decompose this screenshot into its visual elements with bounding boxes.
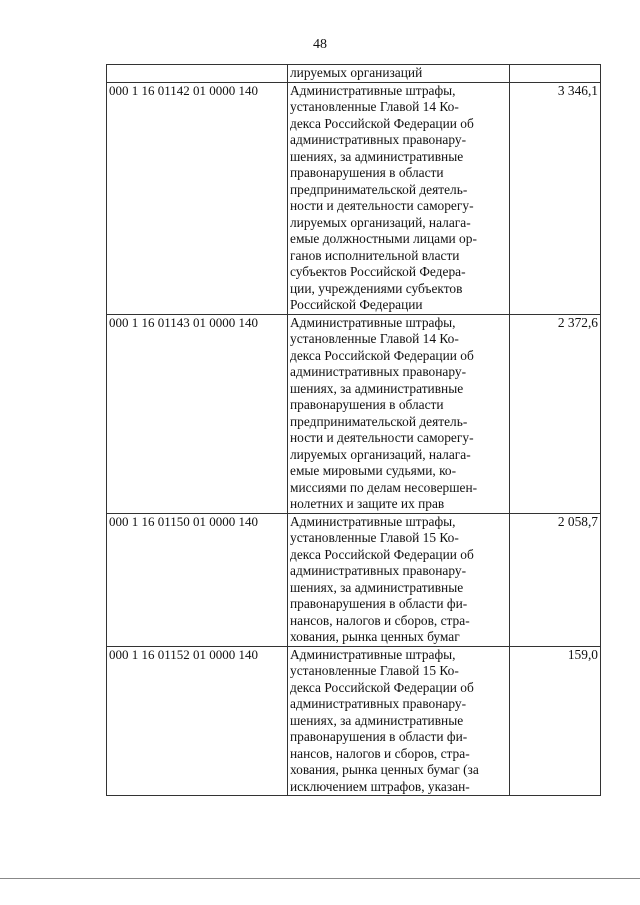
table-row [107, 646, 601, 796]
budget-table [106, 64, 601, 796]
table-row [107, 82, 601, 314]
row-code: 000 1 16 01150 01 0000 140 [107, 513, 288, 646]
table-row [107, 314, 601, 513]
row-amount [510, 65, 601, 83]
table-row [107, 65, 601, 83]
row-amount: 3 346,1 [510, 82, 601, 314]
row-name: Административные штрафы, установленные Главой 14 Ко- декса Российской Федерации об административных правонару- шениях, за административные правонарушения в области предпринимательской деятель- ности и деятельности саморегу- лируемых организаций, налага- емые должностными лицами ор- ганов исполнительной власти субъектов Российской Федера- ции, учреждениями субъектов Российской Федерации [288, 82, 510, 314]
row-code: 000 1 16 01152 01 0000 140 [107, 646, 288, 796]
row-amount: 2 372,6 [510, 314, 601, 513]
row-name: Административные штрафы, установленные Главой 15 Ко- декса Российской Федерации об административных правонару- шениях, за административные правонарушения в области фи- нансов, налогов и сборов, стра- хования, рынка ценных бумаг (за исключением штрафов, указан- [288, 646, 510, 796]
row-name: Административные штрафы, установленные Главой 15 Ко- декса Российской Федерации об административных правонару- шениях, за административные правонарушения в области фи- нансов, налогов и сборов, стра- хования, рынка ценных бумаг [288, 513, 510, 646]
row-amount: 159,0 [510, 646, 601, 796]
row-name: Административные штрафы, установленные Главой 14 Ко- декса Российской Федерации об административных правонару- шениях, за административные правонарушения в области предпринимательской деятель- ности и деятельности саморегу- лируемых организаций, налага- емые мировыми судьями, ко- миссиями по делам несовершен- нолетних и защите их прав [288, 314, 510, 513]
page-number: 48 [313, 37, 327, 52]
table-row [107, 513, 601, 646]
row-code: 000 1 16 01142 01 0000 140 [107, 82, 288, 314]
row-amount: 2 058,7 [510, 513, 601, 646]
row-name: лируемых организаций [288, 65, 510, 83]
row-code [107, 65, 288, 83]
row-code: 000 1 16 01143 01 0000 140 [107, 314, 288, 513]
footer-divider [0, 878, 640, 879]
